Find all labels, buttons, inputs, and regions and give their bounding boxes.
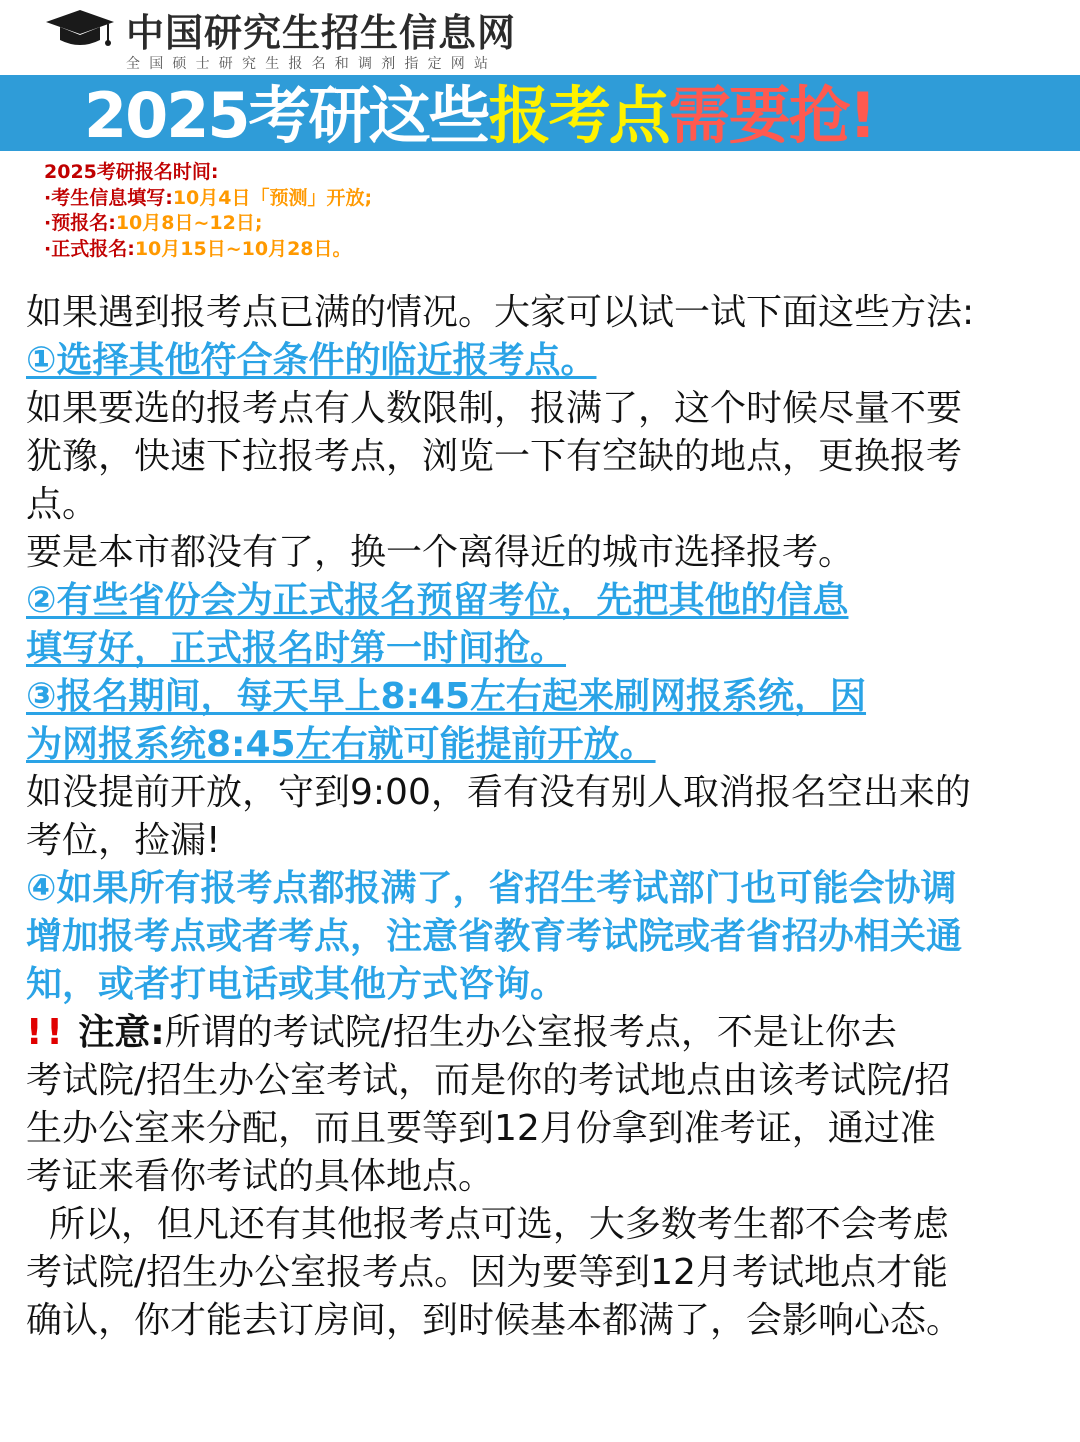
registration-item-label: ·正式报名: bbox=[44, 237, 135, 260]
tip4-line: 增加报考点或者考点，注意省教育考试院或者省招办相关通 bbox=[26, 916, 963, 957]
banner-title-part3: 需要抢! bbox=[668, 79, 875, 151]
tip4-line: 知，或者打电话或其他方式咨询。 bbox=[26, 964, 567, 1005]
warning-icon: !! bbox=[26, 1012, 67, 1053]
note-first-line bbox=[26, 1009, 1066, 1057]
banner-title bbox=[84, 75, 875, 151]
tip3-body-line: 如没提前开放，守到9:00，看有没有别人取消报名空出来的 bbox=[26, 772, 971, 813]
site-subtitle: 全国硕士研究生报名和调剂指定网站 bbox=[126, 56, 498, 72]
tip1-body-line: 如果要选的报考点有人数限制，报满了，这个时候尽量不要 bbox=[26, 388, 963, 429]
tip3-body-line: 考位，捡漏! bbox=[26, 820, 221, 861]
note-line: 考试院/招生办公室考试，而是你的考试地点由该考试院/招 bbox=[26, 1060, 951, 1101]
graduation-cap-icon bbox=[44, 4, 116, 50]
site-header bbox=[0, 0, 1080, 75]
site-name: 中国研究生招生信息网 bbox=[126, 10, 517, 55]
tip1-body-line: 犹豫，快速下拉报考点，浏览一下有空缺的地点，更换报考 bbox=[26, 436, 963, 477]
registration-item-label: ·考生信息填写: bbox=[44, 186, 173, 209]
registration-item bbox=[44, 211, 744, 237]
banner-title-part2: 报考点 bbox=[488, 79, 669, 151]
registration-item bbox=[44, 186, 744, 212]
note-text: 所谓的考试院/招生办公室报考点，不是让你去 bbox=[164, 1012, 897, 1053]
final-line: 所以，但凡还有其他报考点可选，大多数考生都不会考虑 bbox=[26, 1204, 949, 1245]
note-line: 生办公室来分配，而且要等到12月份拿到准考证，通过准 bbox=[26, 1108, 936, 1149]
registration-item-value: 10月15日~10月28日。 bbox=[134, 237, 352, 260]
tip1-body-line: 要是本市都没有了，换一个离得近的城市选择报考。 bbox=[26, 532, 855, 573]
banner-title-part1: 2025考研这些 bbox=[84, 79, 489, 151]
registration-item bbox=[44, 237, 744, 263]
tip1-body-line: 点。 bbox=[26, 484, 99, 525]
tip1-title: ①选择其他符合条件的临近报考点。 bbox=[26, 340, 597, 381]
tip3-line: ③报名期间，每天早上8:45左右起来刷网报系统，因 bbox=[26, 676, 867, 717]
final-line: 确认，你才能去订房间，到时候基本都满了，会影响心态。 bbox=[26, 1300, 963, 1341]
registration-item-value: 10月8日~12日; bbox=[115, 212, 263, 234]
registration-item-label: ·预报名: bbox=[44, 212, 116, 234]
note-line: 考证来看你考试的具体地点。 bbox=[26, 1156, 495, 1197]
tip2-line: ②有些省份会为正式报名预留考位，先把其他的信息 bbox=[26, 580, 849, 621]
article-body bbox=[26, 289, 1066, 1345]
tip4-line: ④如果所有报考点都报满了，省招生考试部门也可能会协调 bbox=[26, 868, 957, 909]
title-banner bbox=[0, 75, 1080, 151]
intro-text: 如果遇到报考点已满的情况。大家可以试一试下面这些方法: bbox=[26, 292, 975, 333]
tip3-line: 为网报系统8:45左右就可能提前开放。 bbox=[26, 724, 656, 765]
final-line: 考试院/招生办公室报考点。因为要等到12月考试地点才能 bbox=[26, 1252, 948, 1293]
registration-title: 2025考研报名时间: bbox=[44, 161, 219, 183]
note-label: 注意: bbox=[78, 1012, 165, 1053]
registration-schedule bbox=[44, 160, 744, 262]
registration-item-value: 10月4日「预测」开放; bbox=[172, 186, 373, 209]
tip2-line: 填写好，正式报名时第一时间抢。 bbox=[26, 628, 567, 669]
